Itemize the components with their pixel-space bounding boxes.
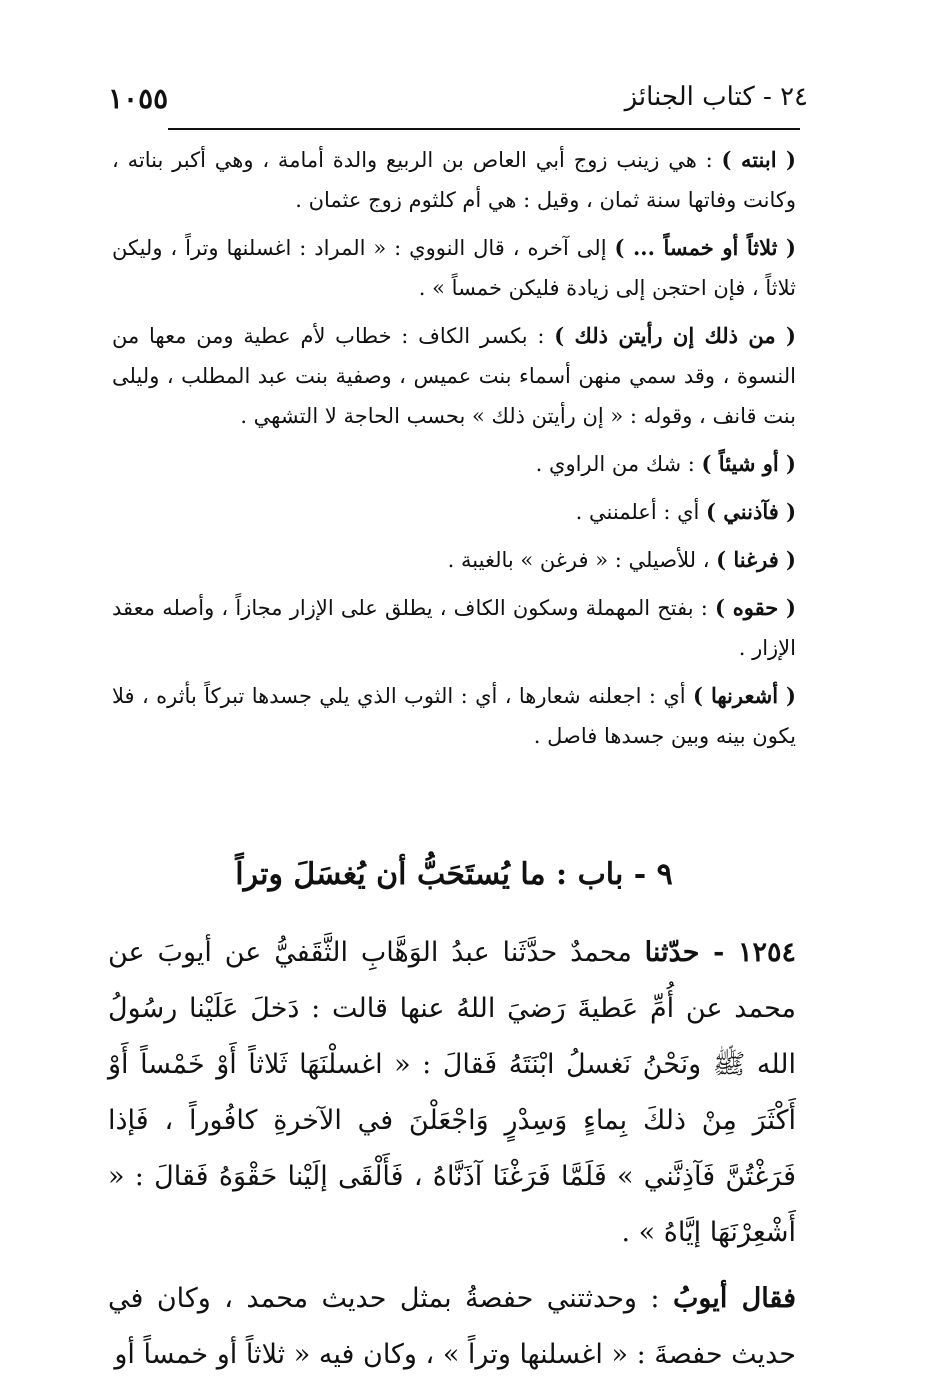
note-paragraph	[112, 228, 796, 308]
hadith-paragraph	[108, 925, 796, 1261]
note-text: أي : اجعلنه شعارها ، أي : الثوب الذي يلي جسدها تبركاً بأثره ، فلا يكون بينه وبين جسدها فاصل .	[112, 684, 796, 748]
note-lead: ( فآذنني )	[706, 499, 796, 524]
commentary-notes	[112, 140, 796, 764]
continuation-lead: فقال أيوبُ	[672, 1283, 796, 1314]
note-paragraph	[112, 588, 796, 668]
hadith-continuation	[108, 1271, 796, 1383]
hadith-number: ١٢٥٤ - حدّثنا	[644, 937, 796, 968]
note-lead: ( ثلاثاً أو خمساً ... )	[614, 235, 796, 260]
note-paragraph	[112, 444, 796, 484]
note-text: : شك من الراوي .	[535, 452, 702, 476]
page-number: ١٠٥٥	[108, 82, 169, 115]
note-lead: ( أو شيئاً )	[701, 451, 796, 476]
note-text: إلى آخره ، قال النووي : « المراد : اغسلنها وتراً ، وليكن ثلاثاً ، فإن احتجن إلى زيادة فليكن خمساً » .	[112, 236, 796, 300]
note-paragraph	[112, 140, 796, 220]
note-text: ، للأصيلي : « فرغن » بالغيبة .	[447, 548, 717, 572]
book-title: ٢٤ - كتاب الجنائز	[624, 82, 808, 112]
note-lead: ( حقوه )	[715, 595, 796, 620]
page-header	[108, 82, 808, 122]
note-lead: ( ابنته )	[721, 147, 796, 172]
note-lead: ( أشعرنها )	[693, 683, 796, 708]
note-paragraph	[112, 676, 796, 756]
chapter-heading: ٩ - باب : ما يُستَحَبُّ أن يُغسَلَ وتراً	[235, 857, 673, 892]
continuation-text: : وحدثتني حفصةُ بمثل حديث محمد ، وكان في حديث حفصةَ : « اغسلنها وتراً » ، وكان فيه « ثلاثاً أو خمساً أو	[108, 1283, 796, 1370]
note-paragraph	[112, 540, 796, 580]
hadith-text	[108, 925, 796, 1393]
note-text: : هي زينب زوج أبي العاص بن الربيع والدة أمامة ، وهي أكبر بناته ، وكانت وفاتها سنة ثمان ، وقيل : هي أم كلثوم زوج عثمان .	[112, 148, 796, 212]
note-paragraph	[112, 492, 796, 532]
note-lead: ( فرغنا )	[716, 547, 796, 572]
note-lead: ( من ذلك إن رأيتن ذلك )	[554, 323, 796, 348]
note-text: : بفتح المهملة وسكون الكاف ، يطلق على الإزار مجازاً ، وأصله معقد الإزار .	[112, 596, 796, 660]
note-text: : بكسر الكاف : خطاب لأم عطية ومن معها من النسوة ، وقد سمي منهن أسماء بنت عميس ، وصفية بنت عبد المطلب ، وليلى بنت قانف ، وقوله : « إن رأيتن ذلك » بحسب الحاجة لا التشهي .	[112, 324, 796, 428]
header-rule	[168, 128, 800, 130]
note-text: أي : أعلمنني .	[575, 500, 707, 524]
hadith-body: محمدٌ حدَّثَنا عبدُ الوَهَّابِ الثَّقَفيُّ عن أيوبَ عن محمد عن أُمِّ عَطيةَ رَضيَ اللهُ عنها قالت : دَخلَ عَلَيْنا رسُولُ الله ﷺ ونَحْنُ نَغسلُ ابْنَتَهُ فَقالَ : « اغسلْنَهَا ثَلاثاً أَوْ خَمْساً أَوْ أَكْثَرَ مِنْ ذلكَ بِماءٍ وَسِدْرٍ وَاجْعَلْنَ في الآخرةِ كافُوراً ، فَإذا فَرَغْتُنَّ فَآذِنَّني » فَلَمَّا فَرَغْنَا آذَنَّاهُ ، فَأَلْقَى إلَيْنا حَقْوَهُ فَقالَ : « أَشْعِرْنَهَا إيَّاهُ » .	[108, 937, 796, 1248]
note-paragraph	[112, 316, 796, 436]
